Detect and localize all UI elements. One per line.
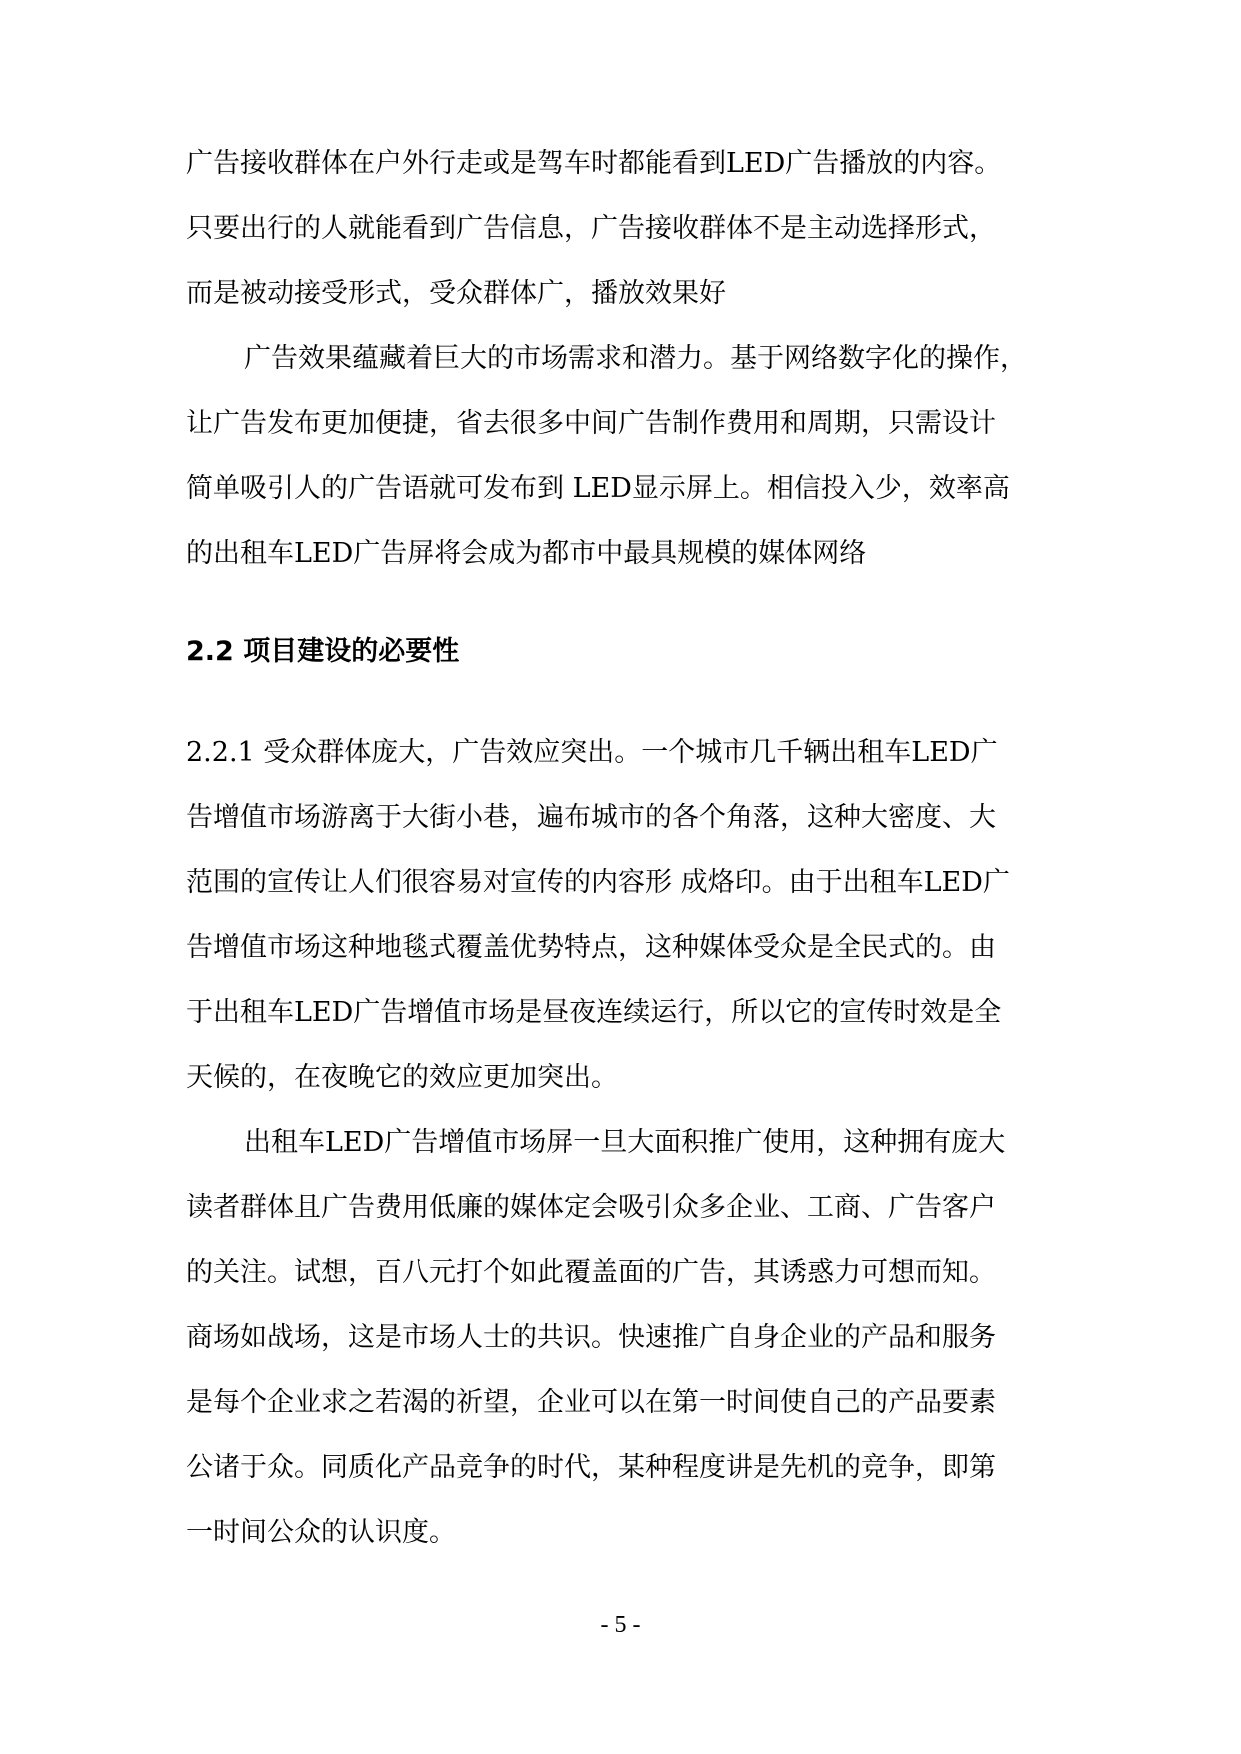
paragraph-4-line-7: 一时间公众的认识度。 (186, 1517, 456, 1548)
paragraph-1-line-2: 只要出行的人就能看到广告信息，广告接收群体不是主动选择形式， (186, 213, 996, 244)
paragraph-3-line-2: 告增值市场游离于大街小巷，遍布城市的各个角落，这种大密度、大 (186, 802, 996, 833)
section-heading: 2.2 项目建设的必要性 (186, 636, 460, 667)
paragraph-4-line-6: 公诸于众。同质化产品竞争的时代，某种程度讲是先机的竞争，即第 (186, 1452, 996, 1483)
paragraph-3-line-3: 范围的宣传让人们很容易对宣传的内容形 成烙印。由于出租车LED广 (186, 867, 1010, 898)
paragraph-2-line-4: 的出租车LED广告屏将会成为都市中最具规模的媒体网络 (186, 538, 867, 569)
paragraph-3-line-1: 2.2.1 受众群体庞大，广告效应突出。一个城市几千辆出租车LED广 (186, 737, 998, 768)
paragraph-4-line-5: 是每个企业求之若渴的祈望，企业可以在第一时间使自己的产品要素 (186, 1387, 996, 1418)
paragraph-2-line-1: 广告效果蕴藏着巨大的市场需求和潜力。基于网络数字化的操作， (244, 343, 1027, 374)
paragraph-2-line-3: 简单吸引人的广告语就可发布到 LED显示屏上。相信投入少，效率高 (186, 473, 1010, 504)
paragraph-4-line-3: 的关注。试想，百八元打个如此覆盖面的广告，其诱惑力可想而知。 (186, 1257, 996, 1288)
paragraph-2-line-2: 让广告发布更加便捷，省去很多中间广告制作费用和周期，只需设计 (186, 408, 996, 439)
paragraph-3-line-4: 告增值市场这种地毯式覆盖优势特点，这种媒体受众是全民式的。由 (186, 932, 996, 963)
paragraph-1-line-3: 而是被动接受形式，受众群体广，播放效果好 (186, 278, 726, 309)
paragraph-4-line-4: 商场如战场，这是市场人士的共识。快速推广自身企业的产品和服务 (186, 1322, 996, 1353)
paragraph-4-line-1: 出租车LED广告增值市场屏一旦大面积推广使用，这种拥有庞大 (244, 1127, 1006, 1158)
page-number: - 5 - (600, 1612, 641, 1638)
paragraph-3-line-5: 于出租车LED广告增值市场是昼夜连续运行，所以它的宣传时效是全 (186, 997, 1002, 1028)
paragraph-3-line-6: 天候的，在夜晚它的效应更加突出。 (186, 1062, 618, 1093)
paragraph-1-line-1: 广告接收群体在户外行走或是驾车时都能看到LED广告播放的内容。 (186, 148, 1002, 179)
paragraph-4-line-2: 读者群体且广告费用低廉的媒体定会吸引众多企业、工商、广告客户 (186, 1192, 996, 1223)
